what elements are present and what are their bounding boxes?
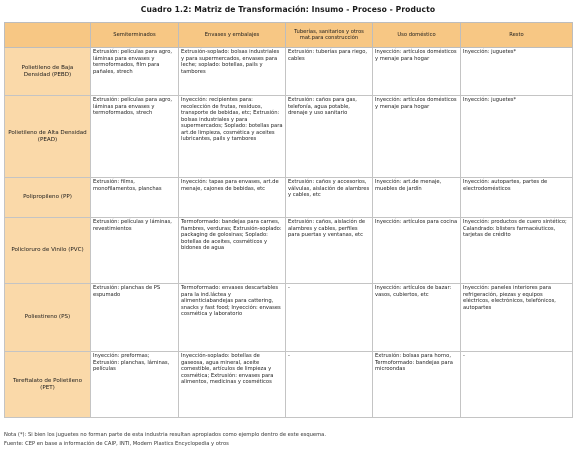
column-header: Uso doméstico xyxy=(373,23,461,48)
table-cell: Termoformado: envases descartables para la ind.láctea y alimenticiabandejas para cattering, snacks y fast food; Inyección: envases cosmética y laboratorio xyxy=(179,284,286,352)
table-cell: Inyección: recipientes para: recolección de frutas, residuos, transporte de bebidas, etc; Extrusión: bolsas industriales y para supermercados; Soplado: botellas para art.de limpieza, cosmética y aceites lubricantes, pails y tambores xyxy=(179,96,286,178)
row-header-material: Policloruro de Vinilo (PVC) xyxy=(5,218,91,284)
table-cell: Extrusión: caños y accesorios, válvulas, aislación de alambres y cables, etc xyxy=(286,178,373,218)
row-header-material: Polipropileno (PP) xyxy=(5,178,91,218)
table-row xyxy=(5,48,573,96)
table-cell: Extrusión-soplado: bolsas industriales y para supermercados, envases para leche; soplado: botellas, pails y tambores xyxy=(179,48,286,96)
table-cell: Inyección: paneles interiores para refrigeración, piezas y equipos eléctricos, electrónicos, telefónicos, autopartes xyxy=(461,284,573,352)
column-header: Envases y embalajes xyxy=(179,23,286,48)
column-header: Tuberías, sanitarios y otros mat.para construcción xyxy=(286,23,373,48)
footnote: Nota (*): Si bien los juguetes no forman parte de esta industria resultan apropiados como ejemplo dentro de este esquema. xyxy=(4,432,327,438)
table-cell: Inyección: tapas para envases, art.de menaje, cajones de bebidas, etc xyxy=(179,178,286,218)
table-cell: Extrusión: bolsas para horno, Termoformado: bandejas para microondas xyxy=(373,352,461,418)
table-cell: Inyección-soplado: botellas de gaseosa, agua mineral, aceite comestible, artículos de limpieza y cosmética; Extrusión: envases para alimentos, medicinas y cosméticos xyxy=(179,352,286,418)
table-cell: Inyección: juguetes* xyxy=(461,48,573,96)
table-cell: Inyección: art.de menaje, muebles de jardín xyxy=(373,178,461,218)
table-cell: Extrusión: películas para agro, láminas para envases y termoformados, film para pañales, strech xyxy=(91,48,179,96)
table-cell: - xyxy=(286,352,373,418)
column-header: Semiterminados xyxy=(91,23,179,48)
table-cell: Inyección: productos de cuero sintético; Calandrado: blisters farmacéuticos, tarjetas de crédito xyxy=(461,218,573,284)
corner-header xyxy=(5,23,91,48)
table-cell: Extrusión: tuberías para riego, cables xyxy=(286,48,373,96)
table-cell: Inyección: autopartes, partes de electrodomésticos xyxy=(461,178,573,218)
table-cell: Termoformado: bandejas para carnes, fiambres, verduras; Extrusión-soplado: packaging de golosinas; Soplado: botellas de aceites, cosméticos y bidones de agua xyxy=(179,218,286,284)
table-cell: Inyección: artículos para cocina xyxy=(373,218,461,284)
table-cell: Extrusión: películas para agro, láminas para envases y termoformados, strech xyxy=(91,96,179,178)
row-header-material: Tereftalato de Polietileno (PET) xyxy=(5,352,91,418)
table-row xyxy=(5,352,573,418)
column-header: Resto xyxy=(461,23,573,48)
header-row xyxy=(5,23,573,48)
table-title: Cuadro 1.2: Matriz de Transformación: Insumo - Proceso - Producto xyxy=(140,5,436,14)
table-row xyxy=(5,178,573,218)
table-cell: Extrusión: caños, aislación de alambres y cables, perfiles para puertas y ventanas, etc xyxy=(286,218,373,284)
table-row xyxy=(5,218,573,284)
row-header-material: Poliestireno (PS) xyxy=(5,284,91,352)
table-cell: Extrusión: planchas de PS espumado xyxy=(91,284,179,352)
table-cell: Inyección: juguetes* xyxy=(461,96,573,178)
table-row xyxy=(5,284,573,352)
table-cell: Extrusión: caños para gas, telefonía, agua potable, drenaje y uso sanitario xyxy=(286,96,373,178)
table-cell: Inyección: artículos domésticos y menaje para hogar xyxy=(373,96,461,178)
table-cell: Inyección: artículos domésticos y menaje para hogar xyxy=(373,48,461,96)
table-cell: Extrusión: películas y láminas, revestimientos xyxy=(91,218,179,284)
transformation-matrix-table xyxy=(4,22,573,418)
row-header-material: Polietileno de Alta Densidad (PEAD) xyxy=(5,96,91,178)
table-cell: - xyxy=(286,284,373,352)
source-note: Fuente: CEP en base a información de CAIP, INTI, Modern Plastics Encyclopedia y otros xyxy=(4,441,229,447)
row-header-material: Polietileno de Baja Densidad (PEBD) xyxy=(5,48,91,96)
table-cell: Extrusión: films, monofilamentos, planchas xyxy=(91,178,179,218)
table-cell: Inyección: artículos de bazar: vasos, cubiertos, etc xyxy=(373,284,461,352)
table-row xyxy=(5,96,573,178)
table-cell: Inyección: preformas; Extrusión: planchas, láminas, películas xyxy=(91,352,179,418)
table-cell: - xyxy=(461,352,573,418)
